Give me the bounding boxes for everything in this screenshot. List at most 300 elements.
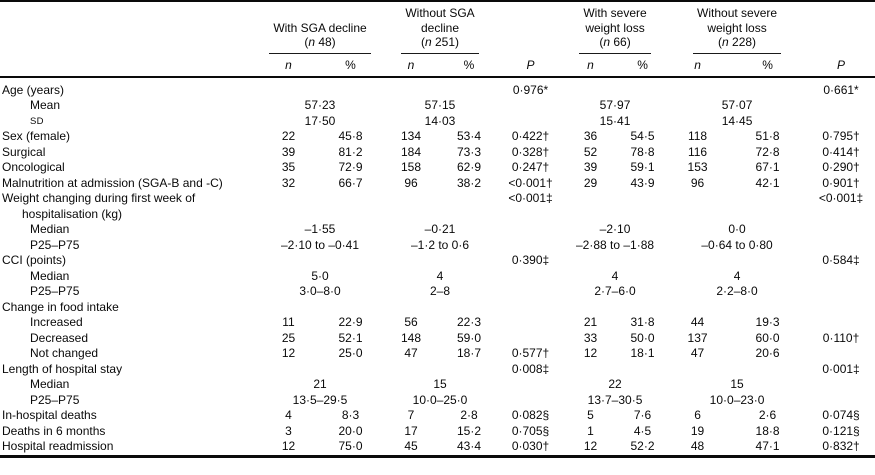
value-cell: 0·290† (822, 160, 860, 174)
value-cell (498, 331, 563, 347)
value-cell: 0·577† (511, 346, 550, 360)
value-cell (258, 191, 319, 222)
row-label (0, 238, 258, 254)
value-cell (807, 284, 875, 300)
column-group-without-sga-decline (382, 1, 498, 54)
value-cell (618, 362, 667, 378)
value-cell: 45 (404, 439, 418, 453)
value-cell: 42·1 (755, 175, 780, 190)
value-cell (807, 300, 875, 316)
value-cell: <0·001‡ (818, 191, 864, 205)
value-cell: 62·9 (456, 160, 482, 174)
value-cell: 8·3 (341, 408, 360, 422)
value-cell (258, 362, 319, 378)
group-title: With SGA decline (273, 20, 367, 35)
group-title: weight loss (707, 20, 767, 35)
value-cell: 43·4 (456, 439, 482, 453)
value-cell (728, 191, 807, 222)
row-label (0, 114, 258, 130)
value-cell (498, 315, 563, 331)
value-cell: 96 (690, 175, 705, 190)
value-cell: 0·082§ (511, 408, 550, 422)
value-cell: 19 (690, 423, 705, 438)
value-cell (618, 300, 667, 316)
row-label-text-wrap: hospitalisation (kg) (22, 206, 123, 221)
value-cell: 17 (404, 423, 418, 438)
table-row (0, 439, 875, 456)
value-cell: 0·001‡ (822, 361, 860, 376)
value-cell: 57·15 (424, 98, 456, 112)
group-title: With severe (583, 6, 647, 20)
value-cell: 15 (730, 377, 744, 391)
value-cell: 184 (400, 144, 422, 159)
table-row (0, 222, 875, 238)
value-cell: 22·3 (456, 315, 482, 329)
value-cell: 38·2 (456, 175, 482, 190)
row-label-text: SD (30, 115, 44, 127)
value-cell: 54·5 (630, 129, 655, 143)
value-cell: <0·001‡ (508, 191, 553, 205)
value-cell: 2·6 (758, 408, 777, 422)
value-cell: 0·901† (822, 175, 860, 190)
value-cell: 4 (285, 408, 292, 422)
value-cell (382, 191, 440, 222)
value-cell (258, 300, 319, 316)
n-column-header: n (382, 54, 440, 77)
row-label-text: P25–P75 (30, 237, 80, 252)
row-label (0, 129, 258, 145)
row-label-text: Age (years) (2, 82, 65, 97)
value-cell: 0·661* (823, 82, 859, 97)
value-cell: 14·45 (721, 113, 753, 128)
value-cell: 59·1 (630, 160, 655, 174)
value-cell: 73·3 (456, 144, 482, 159)
row-label (0, 377, 258, 393)
value-cell: 57·23 (304, 98, 336, 112)
value-cell: 4·5 (633, 423, 652, 438)
table-row (0, 238, 875, 254)
value-cell (807, 393, 875, 409)
value-cell: 118 (687, 129, 708, 143)
n-column-header: n (258, 54, 319, 77)
value-cell: 15·2 (456, 423, 482, 438)
value-cell (382, 77, 440, 99)
p-column-spacer (807, 1, 875, 54)
value-cell (258, 77, 319, 99)
value-cell: 13·7–30·5 (587, 392, 643, 407)
value-cell: 2·8 (460, 408, 478, 422)
value-cell: 4 (733, 268, 741, 283)
value-cell (807, 269, 875, 285)
row-label (0, 439, 258, 456)
value-cell: 6 (694, 408, 701, 422)
value-cell: 0·074§ (822, 408, 860, 422)
value-cell (728, 77, 807, 99)
value-cell: 158 (400, 160, 422, 174)
value-cell: 22 (608, 377, 622, 391)
value-cell: 12 (281, 346, 296, 360)
value-cell (807, 98, 875, 114)
value-cell: –1·55 (304, 222, 336, 236)
group-header-row (0, 1, 875, 54)
table-row (0, 377, 875, 393)
row-label-text: Weight changing during first week of (2, 191, 196, 205)
row-label-text: Increased (30, 315, 83, 329)
value-cell (440, 362, 498, 378)
table-body (0, 77, 875, 457)
value-cell (728, 300, 807, 316)
value-cell: 0·030† (511, 439, 550, 453)
value-cell (563, 253, 618, 269)
value-cell (319, 191, 382, 222)
table-row (0, 114, 875, 130)
value-cell (728, 253, 807, 269)
value-cell: 4 (611, 268, 619, 283)
value-cell (382, 300, 440, 316)
value-cell (618, 77, 667, 99)
table-row (0, 284, 875, 300)
value-cell (258, 253, 319, 269)
value-cell (728, 362, 807, 378)
value-cell (498, 98, 563, 114)
value-cell: 19·3 (755, 315, 780, 329)
value-cell: 20·0 (338, 423, 363, 438)
value-cell (807, 222, 875, 238)
p-column-header: P (807, 54, 875, 77)
row-label-text: Median (30, 268, 70, 283)
value-cell: 45·8 (338, 129, 363, 143)
value-cell: –0·21 (424, 222, 456, 236)
value-cell: 52 (583, 144, 598, 159)
value-cell (498, 300, 563, 316)
value-cell: 5 (587, 408, 594, 422)
value-cell: 57·97 (599, 98, 631, 112)
value-cell: 153 (687, 160, 708, 174)
value-cell: 0·414† (822, 144, 860, 159)
table-row (0, 160, 875, 176)
row-label (0, 191, 258, 222)
value-cell: 15 (433, 377, 447, 391)
value-cell: 47 (690, 346, 705, 360)
value-cell (807, 315, 875, 331)
value-cell: 20·6 (755, 346, 780, 360)
value-cell (618, 191, 667, 222)
value-cell: 2–8 (429, 284, 451, 298)
value-cell: 56 (404, 315, 418, 329)
n-column-header: n (563, 54, 618, 77)
row-label-text: Median (30, 222, 70, 236)
row-label-text: Mean (30, 98, 61, 112)
value-cell: 13·5–29·5 (292, 392, 348, 407)
value-cell: 0·795† (822, 129, 860, 143)
row-label (0, 269, 258, 285)
value-cell (667, 300, 728, 316)
value-cell: –0·64 to 0·80 (701, 237, 773, 252)
value-cell: 33 (583, 330, 598, 345)
row-label-text: Median (30, 377, 70, 391)
value-cell: 18·1 (630, 346, 655, 360)
value-cell: 0·705§ (511, 423, 550, 438)
row-label-text: In-hospital deaths (2, 408, 97, 422)
row-label-text: Oncological (2, 160, 65, 174)
value-cell: –2·88 to –1·88 (575, 237, 655, 252)
value-cell (667, 191, 728, 222)
value-cell (498, 238, 563, 254)
pct-column-header: % (319, 54, 382, 77)
value-cell: 52·2 (630, 439, 655, 453)
table-row (0, 331, 875, 347)
table-row (0, 98, 875, 114)
value-cell: 25 (281, 330, 296, 345)
column-group-without-severe-weight-loss (667, 1, 807, 54)
row-label-text: Malnutrition at admission (SGA-B and -C) (2, 175, 223, 190)
value-cell (667, 77, 728, 99)
row-label-text: Sex (female) (2, 129, 71, 143)
value-cell (618, 253, 667, 269)
value-cell: 7·6 (633, 408, 652, 422)
value-cell (440, 77, 498, 99)
value-cell: 72·8 (755, 144, 780, 159)
row-label (0, 424, 258, 440)
value-cell: 4 (436, 268, 444, 283)
value-cell: 44 (690, 315, 705, 329)
value-cell: 134 (400, 129, 422, 143)
row-label-text: Surgical (2, 144, 46, 159)
value-cell: 2·2–8·0 (716, 284, 758, 298)
value-cell: 35 (281, 160, 296, 174)
row-label-text: P25–P75 (30, 284, 80, 298)
value-cell (319, 77, 382, 99)
table-row (0, 424, 875, 440)
row-label-text: CCI (points) (2, 253, 67, 267)
value-cell (807, 346, 875, 362)
row-label-text: Hospital readmission (2, 439, 114, 453)
table-row (0, 145, 875, 161)
row-label (0, 331, 258, 347)
table-row (0, 300, 875, 316)
value-cell: 36 (583, 129, 598, 143)
value-cell (440, 300, 498, 316)
table-row (0, 77, 875, 99)
value-cell: 81·2 (338, 144, 363, 159)
group-title: decline (420, 20, 460, 35)
value-cell: 31·8 (630, 315, 655, 329)
value-cell: 0·110† (822, 330, 860, 345)
row-label (0, 176, 258, 192)
group-title-box (693, 6, 781, 54)
row-label-text: Decreased (30, 330, 89, 345)
value-cell (807, 114, 875, 130)
value-cell: 52·1 (338, 330, 363, 345)
corner-cell (0, 1, 258, 77)
value-cell: <0·001† (508, 175, 553, 190)
value-cell (498, 114, 563, 130)
value-cell: 2·7–6·0 (594, 284, 636, 298)
group-count: (n 228) (718, 35, 757, 49)
value-cell: 0·328† (511, 144, 550, 159)
value-cell (807, 377, 875, 393)
value-cell: 0·008‡ (511, 361, 550, 376)
p-column-header: P (498, 54, 563, 77)
row-label-text: Length of hospital stay (2, 361, 123, 376)
value-cell: 11 (282, 315, 295, 329)
value-cell: 15·41 (599, 113, 631, 128)
value-cell (563, 77, 618, 99)
value-cell (440, 253, 498, 269)
n-column-header: n (667, 54, 728, 77)
row-label (0, 346, 258, 362)
value-cell (563, 191, 618, 222)
value-cell: 51·8 (755, 129, 780, 143)
value-cell: 48 (690, 439, 705, 453)
value-cell (498, 222, 563, 238)
table-row (0, 315, 875, 331)
row-label (0, 77, 258, 99)
value-cell: 96 (404, 175, 418, 190)
row-label-text: Change in food intake (2, 299, 119, 314)
table-row (0, 176, 875, 192)
row-label (0, 300, 258, 316)
group-title-box (401, 6, 478, 54)
value-cell (498, 377, 563, 393)
value-cell: 0·390‡ (511, 253, 550, 267)
value-cell (319, 300, 382, 316)
column-group-with-severe-weight-loss (563, 1, 667, 54)
group-title: weight loss (585, 20, 645, 35)
value-cell: 137 (687, 330, 708, 345)
value-cell (563, 362, 618, 378)
value-cell (667, 253, 728, 269)
table-row (0, 408, 875, 424)
value-cell: 12 (281, 439, 296, 453)
value-cell (440, 191, 498, 222)
value-cell (382, 253, 440, 269)
value-cell: 116 (687, 144, 708, 159)
group-count: (n 48) (304, 35, 336, 49)
value-cell (319, 253, 382, 269)
group-title: Without severe (697, 6, 778, 20)
value-cell: 12 (583, 346, 598, 360)
value-cell: –2·10 (599, 222, 631, 236)
value-cell: 75·0 (338, 439, 363, 453)
table-row (0, 191, 875, 222)
table-row (0, 346, 875, 362)
value-cell: 25·0 (338, 346, 363, 360)
value-cell: 10·0–23·0 (709, 392, 765, 407)
value-cell: 39 (583, 160, 598, 174)
group-title-box (579, 6, 650, 54)
value-cell: 59·0 (456, 330, 482, 345)
row-label (0, 145, 258, 161)
value-cell: 53·4 (456, 129, 482, 143)
row-label (0, 160, 258, 176)
value-cell: 14·03 (424, 113, 456, 128)
value-cell: 78·8 (630, 144, 655, 159)
value-cell (382, 362, 440, 378)
value-cell: 32 (281, 175, 296, 190)
value-cell: 1 (587, 423, 594, 438)
value-cell: 47 (404, 346, 418, 360)
group-title-box (269, 21, 370, 54)
value-cell: 17·50 (304, 113, 336, 128)
p-column-spacer (498, 1, 563, 54)
value-cell: 148 (400, 330, 422, 345)
value-cell: 3 (285, 423, 292, 438)
group-count: (n 66) (599, 35, 631, 49)
row-label-text: Deaths in 6 months (2, 423, 106, 438)
table-row (0, 253, 875, 269)
value-cell: 18·8 (755, 423, 780, 438)
value-cell: 47·1 (755, 439, 780, 453)
group-count: (n 251) (420, 35, 460, 49)
pct-column-header: % (728, 54, 807, 77)
table-row (0, 393, 875, 409)
value-cell: 0·247† (511, 160, 550, 174)
value-cell (498, 269, 563, 285)
value-cell: 66·7 (338, 175, 363, 190)
value-cell: 0·422† (511, 129, 550, 143)
value-cell: 60·0 (755, 330, 780, 345)
value-cell: 21 (313, 377, 327, 391)
row-label-text: Not changed (30, 346, 99, 360)
row-label (0, 98, 258, 114)
value-cell: 5·0 (311, 268, 329, 283)
value-cell: –1·2 to 0·6 (410, 237, 470, 252)
row-label (0, 393, 258, 409)
row-label (0, 222, 258, 238)
value-cell: 0·832† (822, 439, 860, 453)
value-cell: 72·9 (338, 160, 363, 174)
value-cell: 0·584‡ (822, 253, 860, 267)
value-cell (667, 362, 728, 378)
value-cell: 50·0 (630, 330, 655, 345)
value-cell: 22 (281, 129, 296, 143)
value-cell: 57·07 (721, 98, 753, 112)
group-title: Without SGA (405, 6, 475, 20)
value-cell: 3·0–8·0 (299, 284, 341, 298)
value-cell: 10·0–25·0 (412, 392, 468, 407)
value-cell (319, 362, 382, 378)
row-label (0, 284, 258, 300)
value-cell: –2·10 to –0·41 (280, 237, 360, 252)
row-label-text: P25–P75 (30, 392, 80, 407)
value-cell: 21 (583, 315, 598, 329)
value-cell: 12 (583, 439, 598, 453)
table-header (0, 1, 875, 77)
value-cell (563, 300, 618, 316)
value-cell: 18·7 (456, 346, 482, 360)
table-row (0, 362, 875, 378)
row-label (0, 408, 258, 424)
value-cell: 22·9 (338, 315, 363, 329)
value-cell: 67·1 (755, 160, 780, 174)
column-group-with-sga-decline (258, 1, 382, 54)
value-cell (807, 238, 875, 254)
value-cell: 0·0 (728, 222, 746, 236)
value-cell (498, 393, 563, 409)
row-label (0, 362, 258, 378)
value-cell: 7 (407, 408, 415, 422)
table-row (0, 129, 875, 145)
pct-column-header: % (618, 54, 667, 77)
value-cell: 39 (281, 144, 296, 159)
value-cell: 29 (583, 175, 598, 190)
value-cell: 0·976* (512, 82, 549, 97)
value-cell: 0·121§ (822, 423, 860, 438)
pct-column-header: % (440, 54, 498, 77)
row-label (0, 315, 258, 331)
table-row (0, 269, 875, 285)
